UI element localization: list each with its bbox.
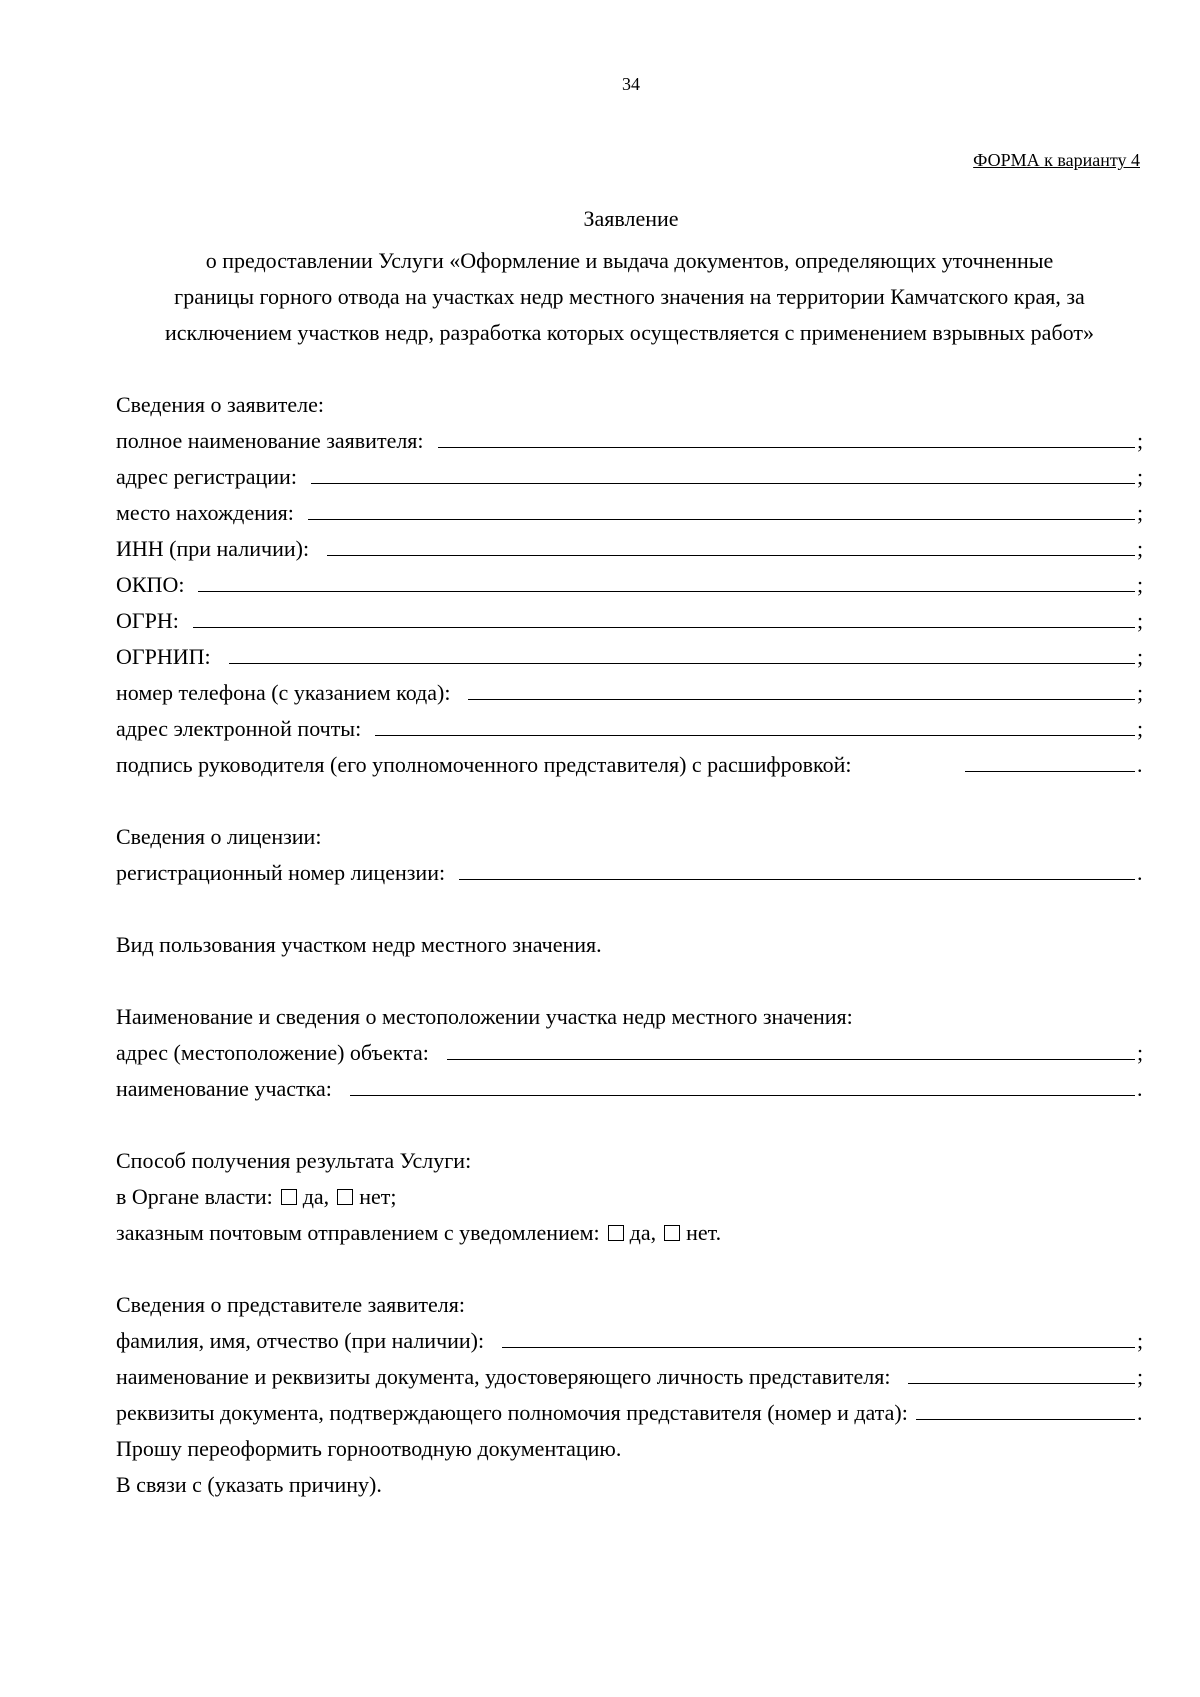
signature-row (116, 747, 1145, 783)
usage-type-text: Вид пользования участком недр местного значения. (116, 932, 602, 957)
site-name-field[interactable] (350, 1071, 1135, 1096)
field-terminator: ; (1137, 1040, 1144, 1065)
section-heading: Способ получения результата Услуги: (116, 1148, 472, 1173)
inn-field[interactable] (327, 531, 1135, 556)
representative-authority-doc-field[interactable] (916, 1395, 1135, 1420)
field-terminator: ; (1137, 680, 1144, 705)
phone-field[interactable] (468, 675, 1135, 700)
request-text: Прошу переоформить горноотводную документацию. (116, 1436, 622, 1461)
field-label: наименование и реквизиты документа, удостоверяющего личность представителя: (116, 1364, 891, 1389)
reason-text: В связи с (указать причину). (116, 1472, 382, 1497)
applicant-full-name-field[interactable] (438, 423, 1135, 448)
registration-address-field[interactable] (311, 459, 1135, 484)
field-label: фамилия, имя, отчество (при наличии): (116, 1328, 485, 1353)
registration-address-row (116, 459, 1145, 495)
field-terminator: . (1137, 752, 1143, 777)
license-heading (116, 819, 1145, 855)
no-label: нет. (686, 1220, 722, 1245)
yes-label: да, (302, 1184, 330, 1209)
field-label: ОГРНИП: (116, 644, 211, 669)
okpo-row (116, 567, 1145, 603)
ogrn-field[interactable] (193, 603, 1135, 628)
location-heading (116, 999, 1145, 1035)
field-label: адрес (местоположение) объекта: (116, 1040, 429, 1065)
ogrnip-field[interactable] (229, 639, 1135, 664)
field-label: номер телефона (с указанием кода): (116, 680, 451, 705)
field-terminator: . (1137, 860, 1143, 885)
representative-id-doc-field[interactable] (908, 1359, 1135, 1384)
section-heading: Сведения о представителе заявителя: (116, 1292, 465, 1317)
yes-checkbox[interactable] (608, 1225, 624, 1241)
option-label: в Органе власти: (116, 1184, 273, 1209)
applicant-heading (116, 387, 1145, 423)
subtitle-line: исключением участков недр, разработка которых осуществляется с применением взрывных работ» (165, 320, 1094, 345)
field-label: полное наименование заявителя: (116, 428, 424, 453)
yes-label: да, (629, 1220, 657, 1245)
reason-row (116, 1467, 1145, 1503)
representative-heading (116, 1287, 1145, 1323)
no-label: нет; (359, 1184, 397, 1209)
field-terminator: ; (1137, 644, 1144, 669)
result-method-mail-row (116, 1215, 1145, 1251)
result-method-heading (116, 1143, 1145, 1179)
okpo-field[interactable] (198, 567, 1135, 592)
object-address-field[interactable] (447, 1035, 1135, 1060)
field-label: наименование участка: (116, 1076, 332, 1101)
location-field[interactable] (308, 495, 1135, 520)
field-label: ОКПО: (116, 572, 185, 597)
representative-name-row (116, 1323, 1145, 1359)
site-name-row (116, 1071, 1145, 1107)
no-checkbox[interactable] (664, 1225, 680, 1241)
form-reference: ФОРМА к варианту 4 (973, 150, 1140, 170)
option-label: заказным почтовым отправлением с уведомлением: (116, 1220, 600, 1245)
representative-authority-doc-row (116, 1395, 1145, 1431)
request-row (116, 1431, 1145, 1467)
field-label: место нахождения: (116, 500, 294, 525)
phone-row (116, 675, 1145, 711)
subtitle-line: о предоставлении Услуги «Оформление и выдача документов, определяющих уточненные (205, 248, 1054, 273)
section-heading: Сведения о лицензии: (116, 824, 322, 849)
field-label: реквизиты документа, подтверждающего полномочия представителя (номер и дата): (116, 1400, 908, 1425)
field-label: подпись руководителя (его уполномоченного представителя) с расшифровкой: (116, 752, 852, 777)
email-row (116, 711, 1145, 747)
field-label: адрес электронной почты: (116, 716, 362, 741)
field-label: ИНН (при наличии): (116, 536, 310, 561)
field-terminator: ; (1137, 1328, 1144, 1353)
field-terminator: ; (1137, 536, 1144, 561)
license-number-field[interactable] (459, 855, 1135, 880)
license-number-row (116, 855, 1145, 891)
section-heading: Наименование и сведения о местоположении участка недр местного значения: (116, 1004, 853, 1029)
field-terminator: ; (1137, 608, 1144, 633)
field-label: адрес регистрации: (116, 464, 297, 489)
field-terminator: ; (1137, 1364, 1144, 1389)
ogrn-row (116, 603, 1145, 639)
document-subtitle (114, 243, 1145, 351)
document-title: Заявление (583, 206, 679, 231)
yes-checkbox[interactable] (281, 1189, 297, 1205)
representative-id-doc-row (116, 1359, 1145, 1395)
subtitle-line: границы горного отвода на участках недр местного значения на территории Камчатского края, за (174, 284, 1085, 309)
location-row (116, 495, 1145, 531)
field-terminator: ; (1137, 500, 1144, 525)
representative-name-field[interactable] (502, 1323, 1135, 1348)
field-terminator: ; (1137, 716, 1144, 741)
ogrnip-row (116, 639, 1145, 675)
field-label: регистрационный номер лицензии: (116, 860, 446, 885)
email-field[interactable] (375, 711, 1135, 736)
section-heading: Сведения о заявителе: (116, 392, 325, 417)
field-terminator: ; (1137, 572, 1144, 597)
field-terminator: . (1137, 1400, 1143, 1425)
inn-row (116, 531, 1145, 567)
no-checkbox[interactable] (337, 1189, 353, 1205)
field-terminator: . (1137, 1076, 1143, 1101)
field-terminator: ; (1137, 464, 1144, 489)
result-method-authority-row (116, 1179, 1145, 1215)
form-body (116, 387, 1145, 1503)
object-address-row (116, 1035, 1145, 1071)
signature-field[interactable] (965, 747, 1135, 772)
applicant-full-name-row (116, 423, 1145, 459)
field-terminator: ; (1137, 428, 1144, 453)
page-number: 34 (622, 74, 640, 94)
usage-type-row (116, 927, 1145, 963)
field-label: ОГРН: (116, 608, 179, 633)
